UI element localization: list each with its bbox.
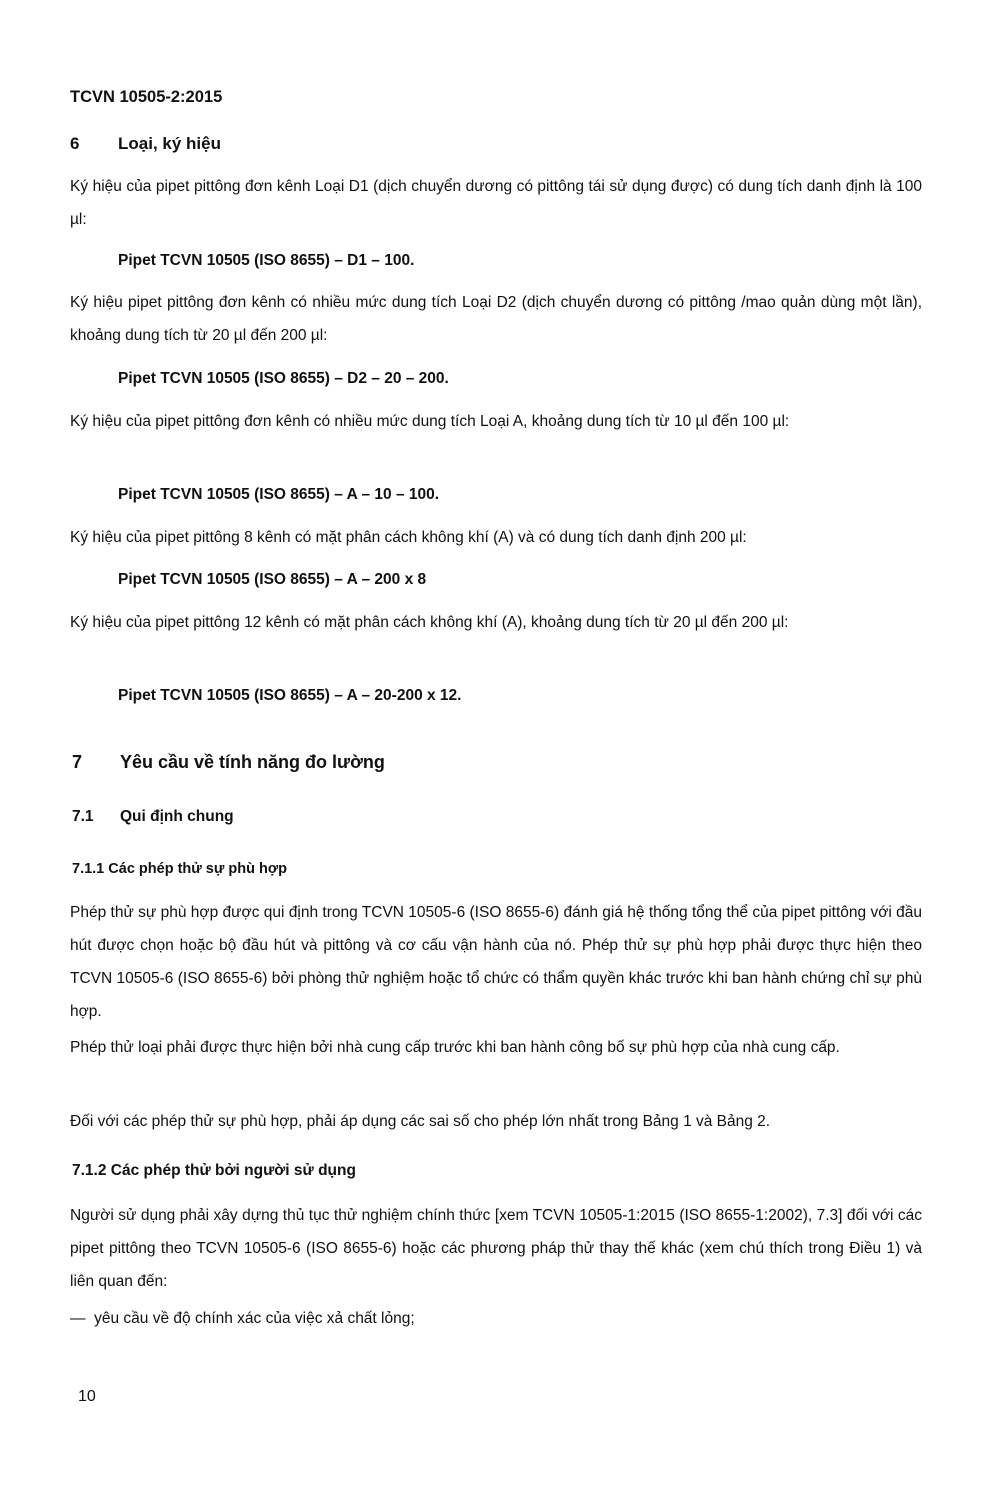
subsection-7-1-1-paragraph-3: Đối với các phép thử sự phù hợp, phải áp dụng các sai số cho phép lớn nhất trong Bảng 1 và Bảng 2. bbox=[70, 1113, 771, 1130]
subsection-7-1-1-paragraph-1: Phép thử sự phù hợp được qui định trong TCVN 10505-6 (ISO 8655-6) đánh giá hệ thống tổng thể của pipet pittông với đầu hút được chọn hoặc bộ đầu hút và pittông và cơ cấu vận hành của nó. Phép thử sự phù hợp phải được thực hiện theo TCVN 10505-6 (ISO 8655-6) bởi phòng thử nghiệm hoặc tổ chức có thẩm quyền khác trước khi ban hành chứng chỉ sự phù hợp. bbox=[70, 904, 922, 1020]
subsection-title: Các phép thử sự phù hợp bbox=[108, 861, 288, 877]
list-dash: — bbox=[70, 1310, 86, 1327]
subsection-title: Qui định chung bbox=[120, 808, 234, 825]
subsection-7-1-heading bbox=[72, 808, 234, 826]
subsection-7-1-2-heading bbox=[72, 1162, 356, 1180]
section-title: Loại, ký hiệu bbox=[118, 134, 221, 153]
subsection-number: 7.1 bbox=[72, 808, 94, 825]
page-number: 10 bbox=[78, 1388, 96, 1405]
standard-code-header: TCVN 10505-2:2015 bbox=[70, 88, 223, 106]
list-item bbox=[70, 1310, 415, 1328]
subsection-7-1-1-heading bbox=[72, 861, 287, 877]
subsection-number: 7.1.1 bbox=[72, 861, 105, 877]
designation-5: Pipet TCVN 10505 (ISO 8655) – A – 20-200 x 12. bbox=[118, 687, 462, 704]
designation-1: Pipet TCVN 10505 (ISO 8655) – D1 – 100. bbox=[118, 252, 415, 269]
subsection-7-1-2-paragraph: Người sử dụng phải xây dựng thủ tục thử nghiệm chính thức [xem TCVN 10505-1:2015 (ISO 8655-1:2002), 7.3] đối với các pipet pittông theo TCVN 10505-6 (ISO 8655-6) hoặc các phương pháp thử thay thế khác (xem chú thích trong Điều 1) và liên quan đến: bbox=[70, 1207, 922, 1290]
section-title: Yêu cầu về tính năng đo lường bbox=[120, 752, 385, 772]
designation-3: Pipet TCVN 10505 (ISO 8655) – A – 10 – 100. bbox=[118, 486, 440, 503]
section-6-item-2-text: Ký hiệu pipet pittông đơn kênh có nhiều mức dung tích Loại D2 (dịch chuyển dương có pittông /mao quản dùng một lần), khoảng dung tích từ 20 µl đến 200 µl: bbox=[70, 294, 922, 344]
subsection-title: Các phép thử bởi người sử dụng bbox=[110, 1162, 356, 1179]
section-6-item-3-text: Ký hiệu của pipet pittông đơn kênh có nhiều mức dung tích Loại A, khoảng dung tích từ 10 µl đến 100 µl: bbox=[70, 413, 790, 430]
section-6-heading bbox=[70, 134, 221, 154]
subsection-number: 7.1.2 bbox=[72, 1162, 107, 1179]
section-6-item-1-text: Ký hiệu của pipet pittông đơn kênh Loại D1 (dịch chuyển dương có pittông tái sử dụng được) có dung tích danh định là 100 µl: bbox=[70, 178, 922, 228]
section-6-item-4-text: Ký hiệu của pipet pittông 8 kênh có mặt phân cách không khí (A) và có dung tích danh định 200 µl: bbox=[70, 529, 747, 546]
list-item-text: yêu cầu về độ chính xác của việc xả chất lỏng; bbox=[94, 1310, 415, 1327]
subsection-7-1-1-paragraph-2: Phép thử loại phải được thực hiện bởi nhà cung cấp trước khi ban hành công bố sự phù hợp của nhà cung cấp. bbox=[70, 1039, 840, 1056]
section-number: 6 bbox=[70, 134, 80, 153]
section-6-item-5-text: Ký hiệu của pipet pittông 12 kênh có mặt phân cách không khí (A), khoảng dung tích từ 20 µl đến 200 µl: bbox=[70, 614, 789, 631]
section-7-heading bbox=[72, 752, 385, 773]
designation-4: Pipet TCVN 10505 (ISO 8655) – A – 200 x 8 bbox=[118, 571, 427, 588]
designation-2: Pipet TCVN 10505 (ISO 8655) – D2 – 20 – 200. bbox=[118, 370, 449, 387]
section-number: 7 bbox=[72, 752, 83, 772]
